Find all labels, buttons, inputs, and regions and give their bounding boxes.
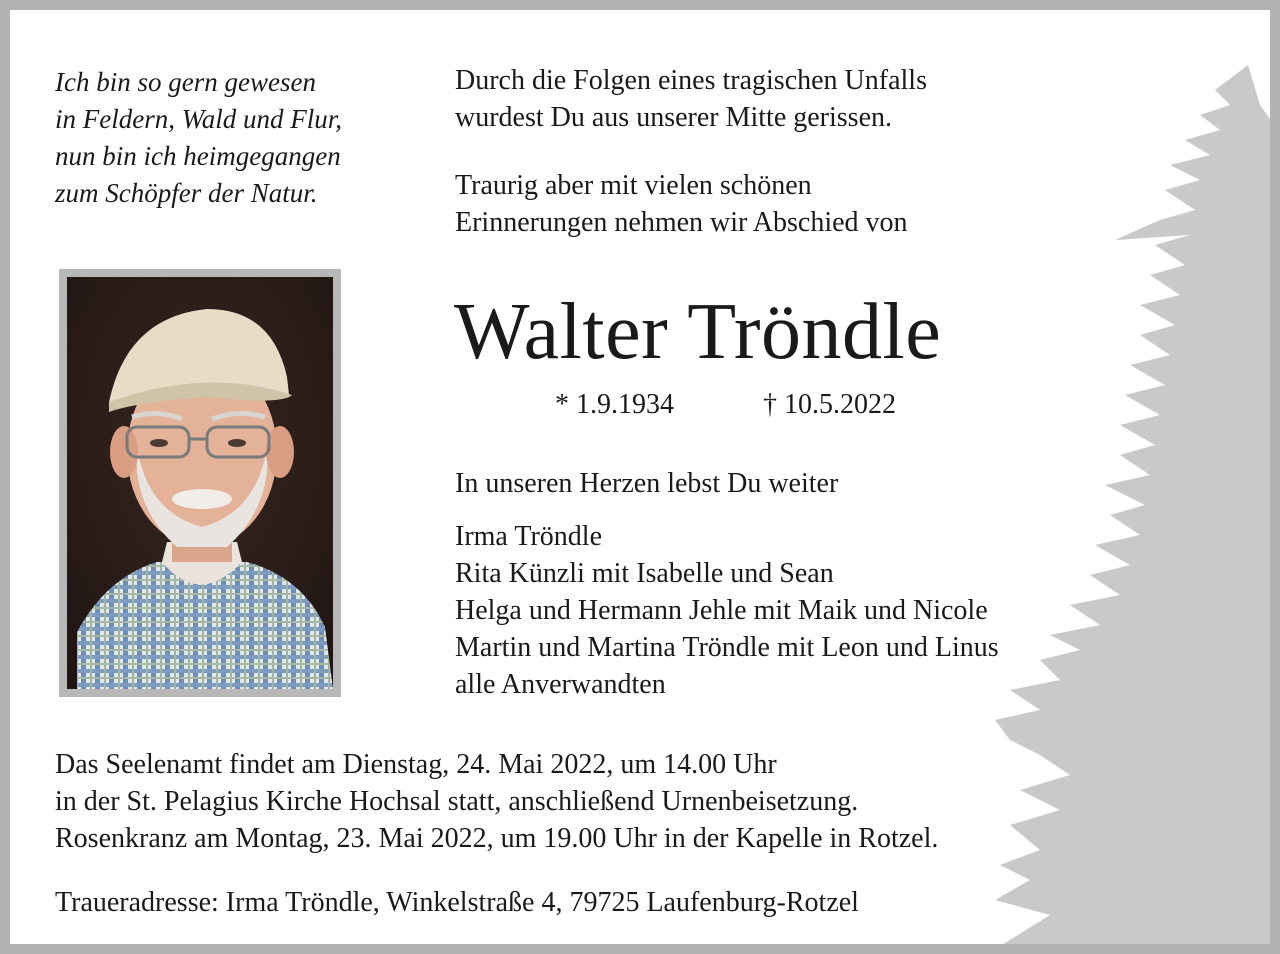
- mourner-entry: Irma Tröndle: [455, 521, 602, 552]
- mourner-entry: Martin und Martina Tröndle mit Leon und Linus: [455, 632, 999, 663]
- farewell-notice: [455, 167, 908, 241]
- accident-notice: [455, 62, 927, 136]
- portrait-frame: [59, 269, 341, 697]
- mourning-address: Traueradresse: Irma Tröndle, Winkelstraße 4, 79725 Laufenburg-Rotzel: [55, 887, 859, 918]
- service-line: Das Seelenamt findet am Dienstag, 24. Mai 2022, um 14.00 Uhr: [55, 749, 777, 780]
- poem-line: nun bin ich heimgegangen: [55, 141, 341, 171]
- life-dates: [555, 387, 896, 423]
- mourner-entry: Helga und Hermann Jehle mit Maik und Nicole: [455, 595, 988, 626]
- deceased-name: Walter Tröndle: [454, 288, 942, 376]
- mourner-entry: Rita Künzli mit Isabelle und Sean: [455, 558, 834, 589]
- memorial-motto: In unseren Herzen lebst Du weiter: [455, 468, 839, 499]
- portrait-photo: [67, 277, 333, 689]
- death-date: † 10.5.2022: [763, 389, 896, 420]
- memorial-poem: [55, 64, 342, 212]
- poem-line: in Feldern, Wald und Flur,: [55, 104, 342, 134]
- intro-line: Durch die Folgen eines tragischen Unfalls: [455, 65, 927, 96]
- birth-date: * 1.9.1934: [555, 389, 674, 420]
- intro-line: wurdest Du aus unserer Mitte gerissen.: [455, 102, 893, 133]
- poem-line: Ich bin so gern gewesen: [55, 67, 316, 97]
- poem-line: zum Schöpfer der Natur.: [55, 178, 318, 208]
- service-line: Rosenkranz am Montag, 23. Mai 2022, um 19.00 Uhr in der Kapelle in Rotzel.: [55, 823, 939, 854]
- mourners-list: [455, 518, 999, 703]
- mourner-entry: alle Anverwandten: [455, 669, 666, 700]
- farewell-line: Erinnerungen nehmen wir Abschied von: [455, 207, 908, 238]
- farewell-line: Traurig aber mit vielen schönen: [455, 170, 812, 201]
- service-details: [55, 746, 938, 857]
- service-line: in der St. Pelagius Kirche Hochsal statt, anschließend Urnenbeisetzung.: [55, 786, 859, 817]
